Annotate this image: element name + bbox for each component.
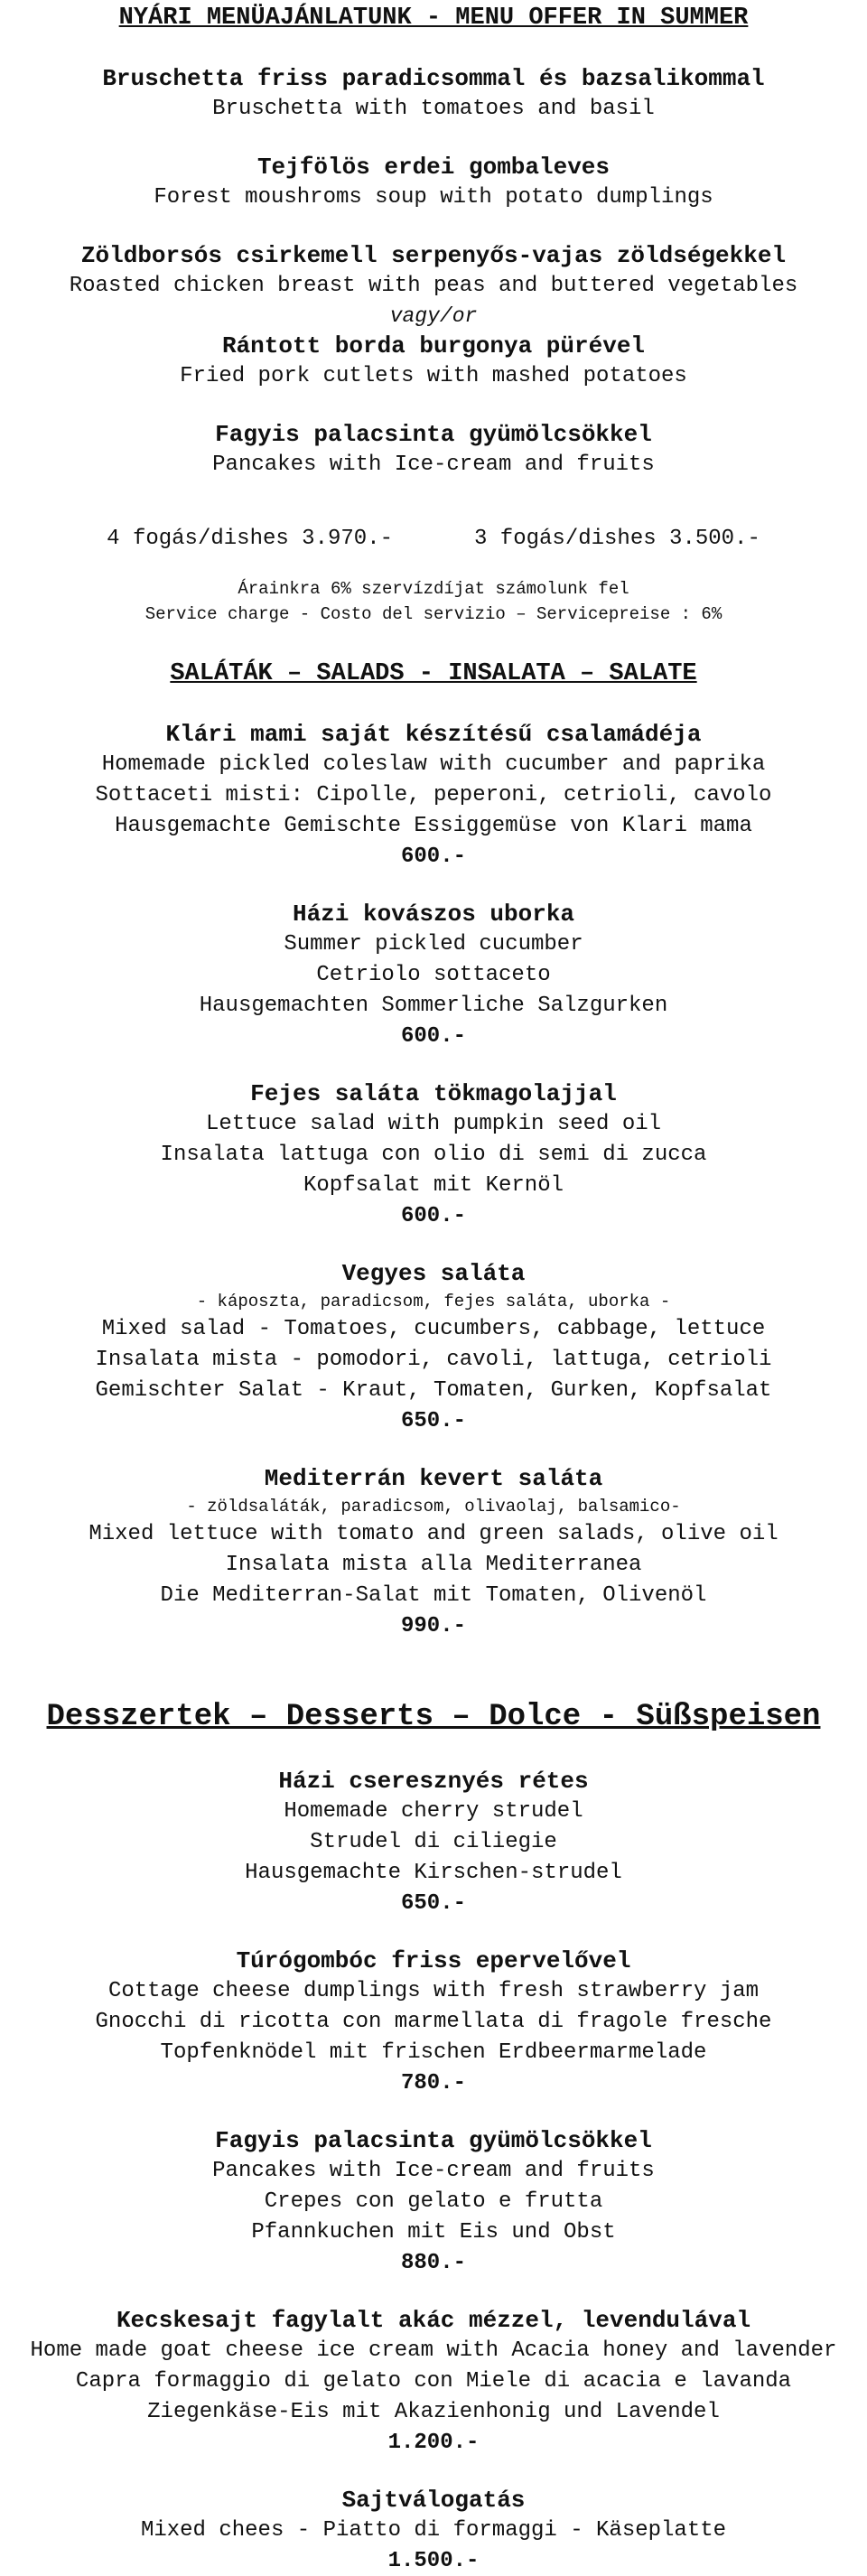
item-desc: Homemade pickled coleslaw with cucumber and paprika [101, 752, 766, 777]
item-desc: Hausgemachten Sommerliche Salzgurken [199, 994, 668, 1018]
item-price: 1.200.- [387, 2431, 480, 2455]
desserts-title: Desszertek – Desserts – Dolce - Süßspeisen [46, 1700, 821, 1734]
service-charge [0, 576, 867, 627]
item-price: 650.- [400, 1409, 466, 1433]
summer-item [0, 240, 867, 392]
service-charge-hu: Árainkra 6% szervízdíjat számolunk fel [238, 579, 629, 599]
item-desc: Forest moushroms soup with potato dumplings [154, 185, 713, 210]
item-desc: Mixed chees - Piatto di formaggi - Käseplatte [140, 2518, 727, 2543]
item-desc: Home made goat cheese ice cream with Acacia honey and lavender [30, 2338, 837, 2363]
item-name: Mediterrán kevert saláta [264, 1465, 603, 1492]
item-desc: Die Mediterran-Salat mit Tomaten, Olivenöl [160, 1583, 707, 1608]
salad-item [0, 1258, 867, 1436]
dessert-item [0, 2305, 867, 2458]
item-name: Sajtválogatás [341, 2487, 526, 2514]
salad-item [0, 899, 867, 1051]
item-desc: Insalata mista alla Mediterranea [225, 1553, 642, 1577]
item-desc: Topfenknödel mit frischen Erdbeermarmelade [160, 2040, 707, 2065]
item-desc: Capra formaggio di gelato con Miele di acacia e lavanda [75, 2369, 792, 2394]
item-desc: Homemade cherry strudel [284, 1799, 583, 1824]
item-desc: Gemischter Salat - Kraut, Tomaten, Gurken, Kopfsalat [95, 1378, 772, 1403]
item-desc: Mixed lettuce with tomato and green salads, olive oil [89, 1522, 778, 1546]
summer-item [0, 63, 867, 125]
item-name: Zöldborsós csirkemell serpenyős-vajas zöldségekkel [80, 242, 787, 269]
item-desc: Cottage cheese dumplings with fresh strawberry jam [107, 1979, 760, 2003]
item-name: Fagyis palacsinta gyümölcsökkel [215, 2127, 652, 2154]
item-desc: Pancakes with Ice-cream and fruits [212, 2159, 655, 2183]
summer-list [0, 63, 867, 481]
item-name: Tejfölös erdei gombaleves [256, 154, 611, 181]
item-price: 600.- [400, 845, 466, 869]
service-charge-multi: Service charge - Costo del servizio – Servicepreise : 6% [144, 604, 722, 624]
item-name: Házi kovászos uborka [292, 901, 575, 928]
item-name: Kecskesajt fagylalt akác mézzel, levendulával [116, 2307, 751, 2334]
menu-prices [0, 524, 867, 555]
item-name: Túrógombóc friss epervelővel [236, 1947, 631, 1974]
item-desc: Sottaceti misti: Cipolle, peperoni, cetrioli, cavolo [95, 783, 772, 807]
desserts-section [0, 1699, 867, 2576]
item-price: 780.- [400, 2071, 466, 2095]
item-desc: Strudel di ciliegie [310, 1830, 557, 1854]
item-desc: Kopfsalat mit Kernöl [303, 1173, 564, 1198]
item-desc: Pfannkuchen mit Eis und Obst [251, 2220, 616, 2245]
item-price: 880.- [400, 2251, 466, 2275]
item-name: Klári mami saját készítésű csalamádéja [165, 721, 702, 748]
dessert-item [0, 2125, 867, 2278]
item-desc: Bruschetta with tomatoes and basil [212, 97, 655, 121]
item-desc: Insalata lattuga con olio di semi di zucca [160, 1143, 707, 1167]
salad-item [0, 1463, 867, 1641]
item-name: Vegyes saláta [341, 1260, 526, 1287]
summer-item [0, 152, 867, 213]
dessert-item [0, 2485, 867, 2576]
item-price: 990.- [400, 1614, 466, 1638]
summer-title: NYÁRI MENÜAJÁNLATUNK - MENU OFFER IN SUMMER [118, 5, 749, 32]
item-desc: Hausgemachte Kirschen-strudel [245, 1861, 622, 1885]
salads-section [0, 659, 867, 1641]
item-desc: Cetriolo sottaceto [316, 963, 551, 987]
price-three-dishes: 3 fogás/dishes 3.500.- [474, 527, 760, 551]
item-desc: Mixed salad - Tomatoes, cucumbers, cabbage, lettuce [101, 1317, 766, 1341]
item-desc-alt: Fried pork cutlets with mashed potatoes [180, 364, 687, 388]
salad-item [0, 719, 867, 872]
item-price: 1.500.- [387, 2549, 480, 2573]
item-desc: Gnocchi di ricotta con marmellata di fragole fresche [95, 2010, 772, 2034]
salad-item [0, 1078, 867, 1231]
item-ingredients: - zöldsaláták, paradicsom, olivaolaj, balsamico- [186, 1497, 681, 1517]
item-desc: Lettuce salad with pumpkin seed oil [205, 1112, 662, 1136]
item-name-alt: Rántott borda burgonya pürével [221, 332, 646, 359]
item-name: Fagyis palacsinta gyümölcsökkel [215, 421, 652, 448]
salads-title: SALÁTÁK – SALADS - INSALATA – SALATE [170, 660, 697, 687]
item-desc: Roasted chicken breast with peas and buttered vegetables [69, 274, 798, 298]
summer-item [0, 419, 867, 481]
item-name: Fejes saláta tökmagolajjal [250, 1080, 617, 1107]
item-desc: Summer pickled cucumber [284, 932, 583, 957]
item-price: 650.- [400, 1891, 466, 1916]
item-price: 600.- [400, 1024, 466, 1049]
salads-list [0, 719, 867, 1641]
dessert-item [0, 1766, 867, 1918]
item-desc: Insalata mista - pomodori, cavoli, lattuga, cetrioli [95, 1348, 772, 1372]
item-desc: Ziegenkäse-Eis mit Akazienhonig und Lavendel [147, 2400, 720, 2424]
dessert-item [0, 1946, 867, 2098]
item-ingredients: - káposzta, paradicsom, fejes saláta, uborka - [196, 1292, 671, 1311]
item-price: 600.- [400, 1204, 466, 1228]
item-desc: Crepes con gelato e frutta [264, 2189, 603, 2214]
desserts-list [0, 1766, 867, 2576]
price-four-dishes: 4 fogás/dishes 3.970.- [107, 527, 393, 551]
item-name: Bruschetta friss paradicsommal és bazsalikommal [102, 65, 765, 92]
summer-section [0, 4, 867, 627]
item-name: Házi cseresznyés rétes [278, 1768, 589, 1795]
or-separator: vagy/or [389, 304, 478, 328]
item-desc: Pancakes with Ice-cream and fruits [212, 453, 655, 477]
item-desc: Hausgemachte Gemischte Essiggemüse von Klari mama [115, 814, 752, 838]
